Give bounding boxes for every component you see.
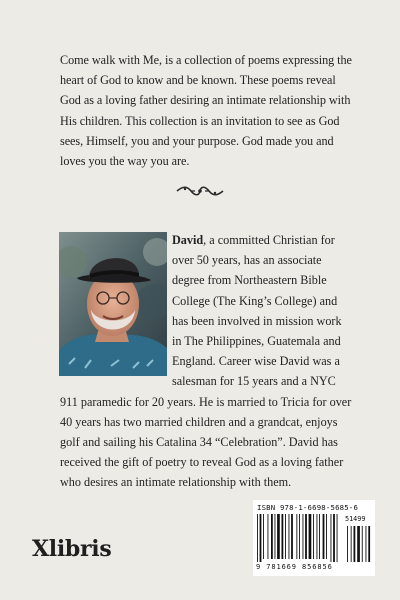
- barcode-bar: [309, 514, 312, 559]
- ornament-divider-icon: [175, 184, 225, 198]
- barcode-bar: [289, 514, 290, 559]
- barcode-digits: 9 781669 856856: [256, 563, 333, 571]
- barcode-bar: [275, 514, 276, 559]
- barcode-bar: [305, 514, 307, 559]
- barcode-bar: [257, 514, 258, 562]
- barcode-addon-bar: [362, 526, 363, 562]
- barcode-bar: [319, 514, 320, 559]
- barcode-bar: [260, 514, 262, 562]
- barcode-addon-bar: [351, 526, 352, 562]
- barcode-bar: [268, 514, 269, 559]
- barcode-bar: [313, 514, 314, 559]
- barcode-addon-bar: [357, 526, 360, 562]
- barcode-bar: [323, 514, 325, 559]
- barcode-bar: [296, 514, 297, 559]
- barcode-bar: [299, 514, 300, 559]
- author-bio: [60, 230, 352, 493]
- barcode-bar: [277, 514, 280, 559]
- barcode-addon-bar: [354, 526, 356, 562]
- barcode-bar: [333, 514, 335, 562]
- author-bio-text: , a committed Christian for over 50 years, has an associate degree from Northeastern Bible College (The King’s College) and has been involved in mission work in The Philippines, Guatemala and England. Career wise David was a salesman for 15 years and a NYC 911 paramedic for 20 years. He is married to Tricia for over 40 years has two married children and a grandcat, enjoys golf and sailing his Catalina 34 “Celebration”. David has received the gift of poetry to reveal God as a loving father who desires an intimate relationship with them.: [60, 233, 352, 490]
- barcode-bar: [291, 514, 293, 559]
- isbn-barcode: [253, 500, 375, 576]
- isbn-label: ISBN 978-1-6698-5685-6: [257, 503, 359, 512]
- barcode-bar: [326, 514, 327, 559]
- publisher-logo: Xlibris: [32, 536, 112, 562]
- barcode-bar: [337, 514, 338, 562]
- photo-spacer: [60, 230, 172, 372]
- barcode-bar: [271, 514, 273, 559]
- barcode-addon-bar: [347, 526, 348, 562]
- barcode-addon: 51499: [345, 515, 366, 523]
- barcode-bar: [331, 514, 332, 562]
- book-description: Come walk with Me, is a collection of poems expressing the heart of God to know and be known. These poems reveal God as a loving father desiring an intimate relationship with His children. This collection is an invitation to see as God sees, Himself, you and your purpose. God made you and loves you the way you are.: [60, 53, 352, 169]
- barcode-addon-bar: [368, 526, 370, 562]
- barcode-bar: [285, 514, 286, 559]
- barcode-bar: [263, 514, 264, 559]
- barcode-bar: [282, 514, 284, 559]
- barcode-addon-bar: [366, 526, 367, 562]
- barcode-bar: [303, 514, 304, 559]
- author-name: David: [172, 233, 204, 247]
- barcode-bar: [317, 514, 318, 559]
